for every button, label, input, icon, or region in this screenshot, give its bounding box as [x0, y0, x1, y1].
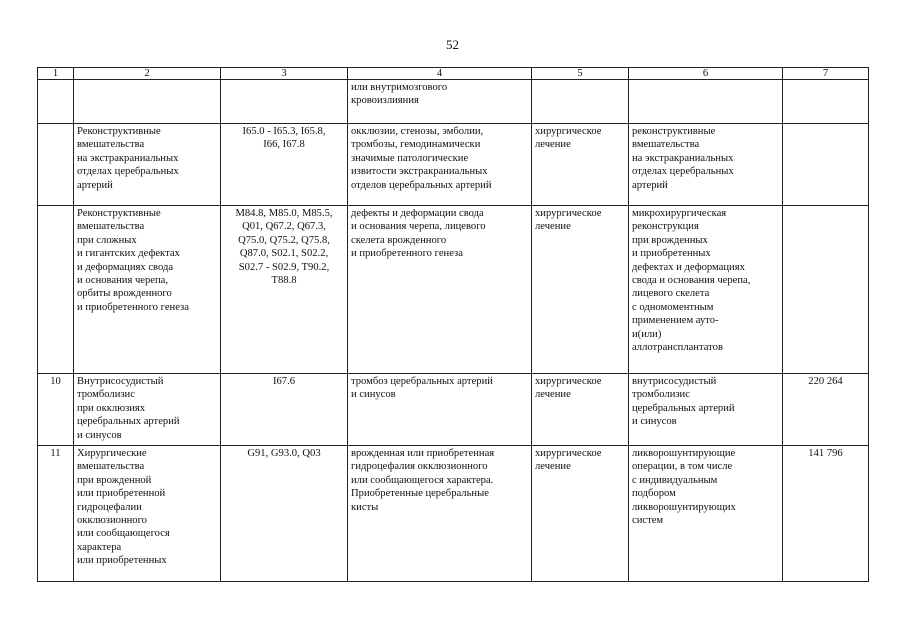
cell-text-line: и синусов	[632, 416, 677, 428]
price-cell	[783, 124, 869, 206]
cell-text-line: T88.8	[271, 275, 297, 287]
cell-text-line: кровоизлияния	[351, 95, 419, 107]
price-cell	[783, 80, 869, 124]
header-cell: 6	[629, 68, 783, 80]
cell-text-line: при окклюзиях	[77, 402, 146, 414]
treatment-method-cell	[629, 80, 783, 124]
row-number-cell: 10	[38, 374, 74, 446]
cell-text-line: и приобретенного генеза	[351, 248, 463, 260]
header-cell: 3	[221, 68, 348, 80]
cell-text-line: тромболизис	[632, 389, 690, 401]
cell-text-line: свода и основания черепа,	[632, 275, 751, 287]
intervention-name-cell	[74, 80, 221, 124]
cell-text-line: при врожденной	[77, 474, 152, 486]
header-cell: 2	[74, 68, 221, 80]
treatment-type-cell	[532, 206, 629, 374]
patient-model-cell	[348, 206, 532, 374]
cell-text-line: M84.8, M85.0, M85.5,	[235, 208, 333, 219]
cell-text-line: орбиты врожденного	[77, 288, 172, 300]
cell-text-line: и приобретенных	[632, 248, 711, 260]
cell-text-line: I66, I67.8	[263, 139, 305, 151]
cell-text-line: или сообщающегося	[77, 528, 170, 540]
row-number-cell: 11	[38, 446, 74, 582]
page-number: 52	[446, 37, 459, 52]
cell-text-line: или внутримозгового	[351, 82, 448, 93]
patient-model-cell	[348, 374, 532, 446]
cell-text-line: аллотрансплантатов	[632, 342, 723, 354]
intervention-name-cell	[74, 206, 221, 374]
cell-text-line: тромбоз церебральных артерий	[351, 376, 493, 387]
cell-text-line: и(или)	[632, 328, 662, 340]
cell-text-line: с одномоментным	[632, 301, 714, 313]
treatment-type-cell	[532, 80, 629, 124]
cell-text-line: отделах церебральных	[632, 166, 734, 178]
cell-text-line: лицевого скелета	[632, 288, 710, 300]
cell-text-line: Реконструктивные	[77, 126, 161, 137]
cell-text-line: хирургическое	[535, 376, 602, 387]
cell-text-line: окклюзионного	[77, 515, 147, 527]
price-cell: 220 264	[783, 374, 869, 446]
patient-model-cell	[348, 446, 532, 582]
cell-text-line: на экстракраниальных	[632, 152, 734, 164]
cell-text-line: Приобретенные церебральные	[351, 488, 489, 500]
table-row	[38, 124, 869, 206]
cell-text-line: микрохирургическая	[632, 208, 727, 219]
cell-text-line: с индивидуальным	[632, 474, 718, 486]
cell-text-line: и синусов	[351, 389, 396, 401]
cell-text-line: лечение	[535, 139, 571, 151]
cell-text-line: и гигантских дефектах	[77, 248, 180, 260]
cell-text-line: вмешательства	[77, 461, 145, 473]
cell-text-line: Внутрисосудистый	[77, 376, 164, 387]
row-number-cell	[38, 124, 74, 206]
services-table	[37, 67, 869, 582]
cell-text-line: кисты	[351, 501, 379, 513]
header-cell: 5	[532, 68, 629, 80]
price-cell: 141 796	[783, 446, 869, 582]
cell-text-line: артерий	[77, 179, 113, 191]
cell-text-line: Q75.0, Q75.2, Q75.8,	[238, 234, 330, 246]
cell-text-line: церебральных артерий	[77, 416, 180, 428]
table-row	[38, 206, 869, 374]
cell-text-line: хирургическое	[535, 208, 602, 219]
treatment-type-cell	[532, 124, 629, 206]
cell-text-line: дефекты и деформации свода	[351, 208, 484, 219]
diagnosis-codes-cell	[221, 206, 348, 374]
cell-text-line: лечение	[535, 221, 571, 233]
cell-text-line: и деформациях свода	[77, 261, 174, 273]
cell-text-line: систем	[632, 515, 664, 527]
cell-text-line: Q01, Q67.2, Q67.3,	[242, 221, 326, 233]
row-number-cell	[38, 80, 74, 124]
cell-text-line: и основания черепа,	[77, 275, 169, 287]
treatment-method-cell	[629, 124, 783, 206]
cell-text-line: церебральных артерий	[632, 402, 735, 414]
treatment-method-cell	[629, 374, 783, 446]
cell-text-line: применением ауто-	[632, 315, 719, 327]
cell-text-line: ликворошунтирующих	[632, 501, 736, 513]
cell-text-line: вмешательства	[77, 221, 145, 233]
row-number-cell	[38, 206, 74, 374]
cell-text-line: операции, в том числе	[632, 461, 733, 473]
cell-text-line: реконструктивные	[632, 126, 716, 137]
cell-text-line: окклюзии, стенозы, эмболии,	[351, 126, 484, 137]
patient-model-cell	[348, 80, 532, 124]
diagnosis-codes-cell	[221, 446, 348, 582]
cell-text-line: хирургическое	[535, 448, 602, 459]
diagnosis-codes-cell	[221, 80, 348, 124]
cell-text-line: и основания черепа, лицевого	[351, 221, 486, 233]
header-cell: 7	[783, 68, 869, 80]
cell-text-line: при сложных	[77, 234, 137, 246]
table-row	[38, 374, 869, 446]
cell-text-line: внутрисосудистый	[632, 376, 717, 387]
intervention-name-cell	[74, 374, 221, 446]
cell-text-line: лечение	[535, 389, 571, 401]
cell-text-line: лечение	[535, 461, 571, 473]
cell-text-line: вмешательства	[632, 139, 700, 151]
table-row	[38, 446, 869, 582]
cell-text-line: Q87.0, S02.1, S02.2,	[239, 248, 329, 260]
treatment-type-cell	[532, 374, 629, 446]
intervention-name-cell	[74, 446, 221, 582]
header-cell: 1	[38, 68, 74, 80]
cell-text-line: отделах церебральных	[77, 166, 179, 178]
price-cell	[783, 206, 869, 374]
cell-text-line: подбором	[632, 488, 676, 500]
cell-text-line: дефектах и деформациях	[632, 261, 745, 273]
cell-text-line: или сообщающегося характера.	[351, 474, 494, 486]
cell-text-line: тромбозы, гемодинамически	[351, 139, 481, 151]
cell-text-line: скелета врожденного	[351, 234, 447, 246]
treatment-method-cell	[629, 446, 783, 582]
cell-text-line: и синусов	[77, 429, 122, 441]
cell-text-line: или приобретенной	[77, 488, 166, 500]
cell-text-line: ликворошунтирующие	[632, 448, 736, 459]
treatment-method-cell	[629, 206, 783, 374]
intervention-name-cell	[74, 124, 221, 206]
cell-text-line: врожденная или приобретенная	[351, 448, 495, 459]
cell-text-line: Хирургические	[77, 448, 147, 459]
treatment-type-cell	[532, 446, 629, 582]
cell-text-line: отделов церебральных артерий	[351, 179, 492, 191]
header-cell: 4	[348, 68, 532, 80]
cell-text-line: хирургическое	[535, 126, 602, 137]
cell-text-line: артерий	[632, 179, 668, 191]
cell-text-line: I67.6	[272, 376, 296, 387]
diagnosis-codes-cell	[221, 124, 348, 206]
table-row	[38, 80, 869, 124]
cell-text-line: на экстракраниальных	[77, 152, 179, 164]
cell-text-line: значимые патологические	[351, 152, 469, 164]
cell-text-line: вмешательства	[77, 139, 145, 151]
cell-text-line: характера	[77, 541, 122, 553]
cell-text-line: извитости экстракраниальных	[351, 166, 488, 178]
cell-text-line: тромболизис	[77, 389, 135, 401]
cell-text-line: при врожденных	[632, 234, 708, 246]
header-row	[38, 68, 869, 80]
cell-text-line: S02.7 - S02.9, T90.2,	[238, 261, 330, 273]
cell-text-line: G91, G93.0, Q03	[247, 448, 321, 459]
cell-text-line: Реконструктивные	[77, 208, 161, 219]
cell-text-line: I65.0 - I65.3, I65.8,	[242, 126, 326, 137]
diagnosis-codes-cell	[221, 374, 348, 446]
cell-text-line: гидроцефалии	[77, 501, 142, 513]
patient-model-cell	[348, 124, 532, 206]
cell-text-line: или приобретенных	[77, 555, 167, 567]
cell-text-line: гидроцефалия окклюзионного	[351, 461, 488, 473]
cell-text-line: реконструкция	[632, 221, 699, 233]
cell-text-line: и приобретенного генеза	[77, 301, 189, 313]
